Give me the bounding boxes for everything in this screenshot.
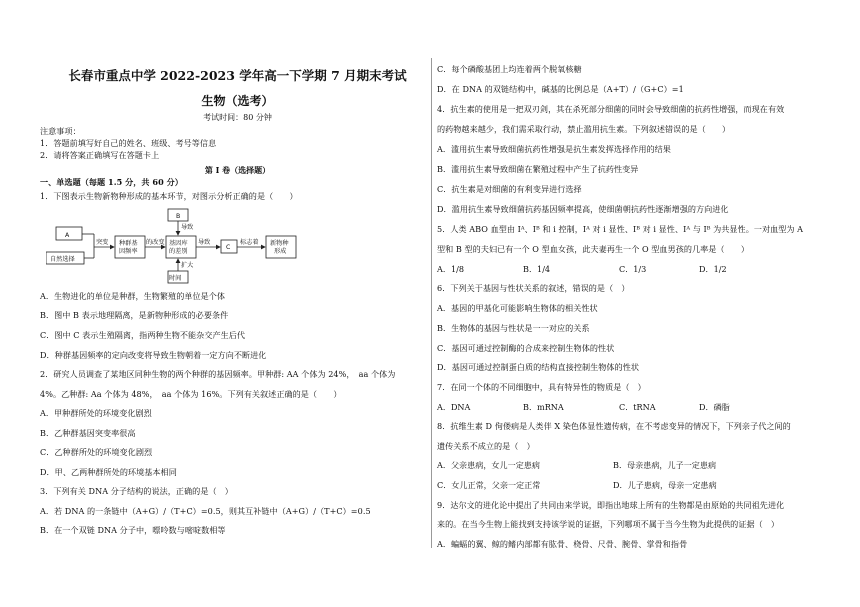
q5-option-d: D．1/2 xyxy=(699,264,727,274)
question-2-cont: 4%。乙种群: Aa 个体为 48%， aa 个体为 16%。下列有关叙述正确的是（ ） xyxy=(40,389,342,399)
option-line: A．蝙蝠的翼、鲸的鳍内部都有肱骨、桡骨、尺骨、腕骨、掌骨和指骨 xyxy=(437,539,688,549)
question-3: 3．下列有关 DNA 分子结构的说法，正确的是（ ） xyxy=(40,486,233,496)
diagram-label-a: A xyxy=(65,232,70,239)
option-line: A．甲种群所处的环境变化剧烈 xyxy=(40,408,152,418)
option-line: A．若 DNA 的一条链中（A+G）/（T+C）=0.5，则其互补链中（A+G）/（T+C）=0.5 xyxy=(40,506,371,516)
column-divider xyxy=(431,58,432,548)
option-line: C．乙种群所处的环境变化剧烈 xyxy=(40,447,153,457)
diagram-new-species-2: 形成 xyxy=(274,248,287,255)
option-line: D．种群基因频率的定向改变将导致生物朝着一定方向不断进化 xyxy=(40,350,267,360)
option-line: B．滥用抗生素导致细菌在繁殖过程中产生了抗药性变异 xyxy=(437,164,639,174)
diagram-new-species-1: 新物种 xyxy=(270,240,289,247)
exam-time: 考试时间：80 分钟 xyxy=(203,113,272,122)
option-line: D．基因可通过控制蛋白质的结构直接控制生物体的性状 xyxy=(437,362,639,372)
question-1: 1．下图表示生物新物种形成的基本环节，对图示分析正确的是（ ） xyxy=(40,191,298,201)
q8-option-b: B．母亲患病，儿子一定患病 xyxy=(613,460,717,470)
option-line: A．生物进化的单位是种群，生物繁殖的单位是个体 xyxy=(40,291,226,301)
q5-option-a: A．1/8 xyxy=(437,264,464,274)
q5-option-c: C．1/3 xyxy=(619,264,647,274)
diagram-mutation: 突变 xyxy=(96,239,109,246)
option-line: A．滥用抗生素导致细菌抗药性增强是抗生素发挥选择作用的结果 xyxy=(437,144,671,154)
option-line: C．抗生素是对细菌的有利变异进行选择 xyxy=(437,184,582,194)
question-7: 7．在同一个体的不同细胞中，具有特异性的物质是（ ） xyxy=(437,382,646,392)
diagram-natural-selection: 自然选择 xyxy=(50,256,75,263)
option-line: B．乙种群基因突变率很高 xyxy=(40,428,136,438)
question-4: 4．抗生素的使用是一把双刃剑，其在杀死部分细菌的同时会导致细菌的抗药性增强，而现在有效 xyxy=(437,104,785,114)
option-line: A．基因的甲基化可能影响生物体的相关性状 xyxy=(437,303,598,313)
notes-heading: 注意事项： xyxy=(40,126,81,136)
q8-option-a: A．父亲患病，女儿一定患病 xyxy=(437,460,540,470)
option-line: D．在 DNA 的双链结构中，碱基的比例总是（A+T）/（G+C）=1 xyxy=(437,84,684,94)
q7-option-b: B．mRNA xyxy=(523,402,564,412)
question-5: 5．人类 ABO 血型由 Iᴬ、Iᴮ 和 i 控制，Iᴬ 对 i 显性、Iᴮ 对 i 显性、Iᴬ 与 Iᴮ 为共显性。一对血型为 A xyxy=(437,224,804,234)
option-line: D．甲、乙两种群所处的环境基本相同 xyxy=(40,467,177,477)
question-6: 6．下列关于基因与性状关系的叙述，错误的是（ ） xyxy=(437,283,630,293)
diagram-gene-pool-2: 的差别 xyxy=(169,248,188,255)
option-line: B．在一个双链 DNA 分子中，嘌呤数与嘧啶数相等 xyxy=(40,525,226,535)
note-item: 1．答题前填写好自己的姓名、班级、考号等信息 xyxy=(40,138,217,148)
diagram-gene-freq-2: 因频率 xyxy=(119,248,138,255)
option-line: C．图中 C 表示生殖隔离，指两种生物不能杂交产生后代 xyxy=(40,330,246,340)
diagram-time: 时间 xyxy=(169,275,182,282)
question-2: 2．研究人员调查了某地区同种生物的两个种群的基因频率。甲种群: AA 个体为 24%， aa 个体为 xyxy=(40,369,396,379)
diagram-mark: 标志着 xyxy=(240,239,259,246)
subject-title: 生物（选考） xyxy=(201,94,274,108)
q8-option-c: C．女儿正常，父亲一定正常 xyxy=(437,480,541,490)
diagram-expand: 扩大 xyxy=(181,262,194,269)
diagram-label-b: B xyxy=(176,213,181,220)
question-9: 9．达尔文的进化论中提出了共同由来学说，即指出地球上所有的生物都是由原始的共同祖先进化 xyxy=(437,500,785,510)
diagram-label-c: C xyxy=(226,244,231,251)
option-line: C．每个磷酸基团上均连着两个脱氧核糖 xyxy=(437,64,582,74)
volume-heading: 第 I 卷（选择题） xyxy=(204,165,271,175)
option-line: C．基因可通过控制酶的合成来控制生物体的性状 xyxy=(437,343,615,353)
question-9-cont: 来的。在当今生物上能找到支持该学说的证据，下列哪项不属于当今生物为此提供的证据（ ） xyxy=(437,519,780,529)
option-line: D．滥用抗生素导致细菌抗药基因频率提高，使细菌朝抗药性逐渐增强的方向进化 xyxy=(437,204,729,214)
exam-title: 长春市重点中学 2022-2023 学年高一下学期 7 月期末考试 xyxy=(68,68,407,83)
note-item: 2．请将答案正确填写在答题卡上 xyxy=(40,150,160,160)
diagram-change: 的改变 xyxy=(146,239,165,246)
q7-option-c: C．tRNA xyxy=(619,402,656,412)
q7-option-a: A．DNA xyxy=(437,402,471,412)
question-4-cont: 的药物越来越少，我们需采取行动，禁止滥用抗生素。下列叙述错误的是（ ） xyxy=(437,124,731,134)
option-line: B．图中 B 表示地理隔离，是新物种形成的必要条件 xyxy=(40,310,229,320)
q5-option-b: B．1/4 xyxy=(523,264,551,274)
q8-option-d: D．儿子患病，母亲一定患病 xyxy=(613,480,717,490)
section-heading: 一、单选题（每题 1.5 分，共 60 分） xyxy=(40,177,183,187)
speciation-diagram xyxy=(46,207,310,285)
diagram-lead-to: 导致 xyxy=(181,224,194,231)
question-5-cont: 型和 B 型的夫妇已有一个 O 型血女孩，此夫妻再生一个 O 型血男孩的几率是（ ） xyxy=(437,244,749,254)
question-8-cont: 遗传关系不成立的是（ ） xyxy=(437,441,535,451)
diagram-gene-pool-1: 基因库 xyxy=(169,240,188,247)
option-line: B．生物体的基因与性状是一一对应的关系 xyxy=(437,323,590,333)
question-8: 8．抗维生素 D 佝偻病是人类伴 X 染色体显性遗传病，在不考虑变异的情况下，下列亲子代之间的 xyxy=(437,421,791,431)
q7-option-d: D．磷脂 xyxy=(699,402,730,412)
diagram-gene-freq-1: 种群基 xyxy=(119,240,138,247)
diagram-lead-to-2: 导致 xyxy=(198,239,211,246)
